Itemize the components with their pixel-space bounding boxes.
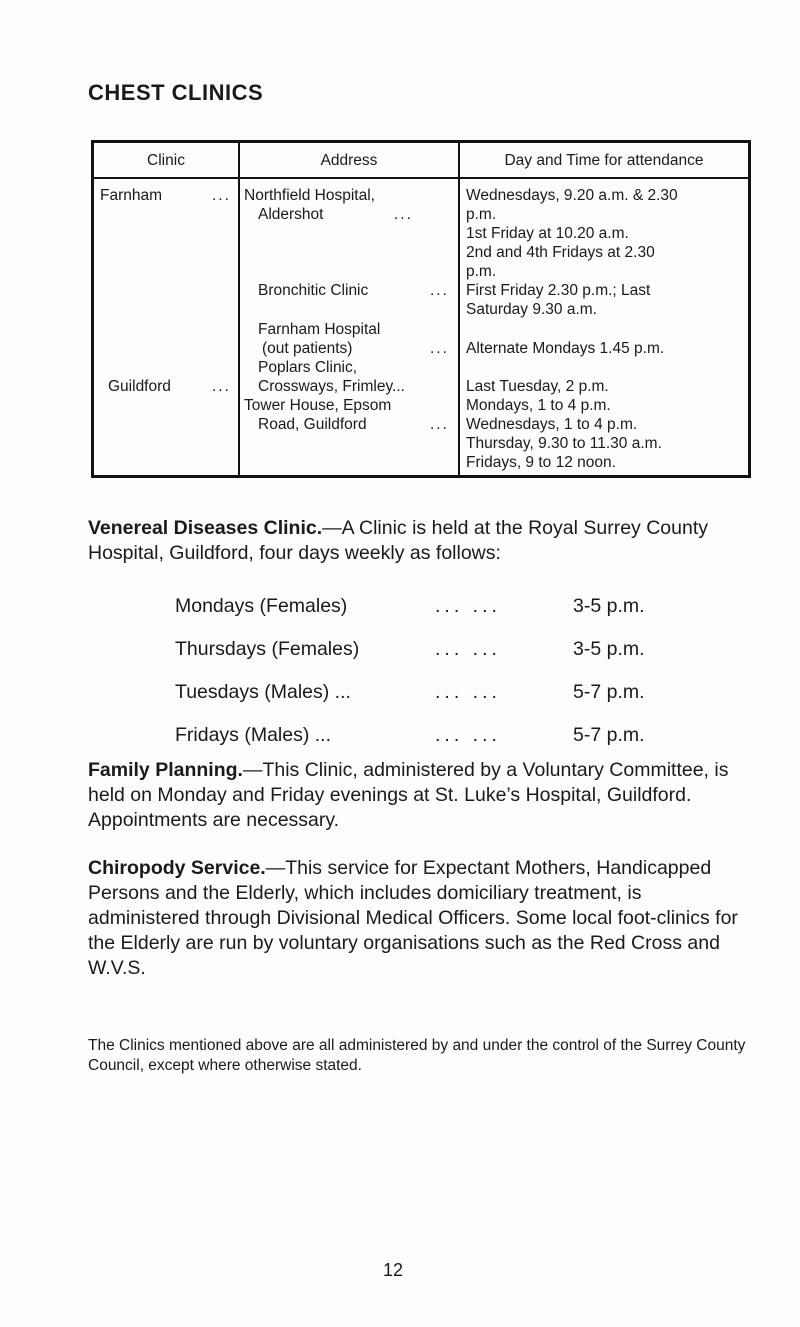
page-title: CHEST CLINICS bbox=[88, 80, 264, 105]
leader-dots: ... ... bbox=[435, 595, 501, 617]
leader-dots: ... ... bbox=[435, 638, 501, 660]
time-line: First Friday 2.30 p.m.; Last bbox=[466, 282, 651, 299]
leader-dots: ... bbox=[394, 206, 413, 223]
chiropody-text: —This service for Expectant Mothers, Handicapped Persons and the Elderly, which includes domiciliary treatment, is administered through Divisional Medical Officers. Some local foot-clinics for the Elderly are run by voluntary organisations such as the Red Cross and W.V.S. bbox=[88, 857, 738, 979]
chiropody-heading: Chiropody Service. bbox=[88, 857, 266, 879]
time-line: Wednesdays, 9.20 a.m. & 2.30 bbox=[466, 187, 678, 204]
family-planning-paragraph bbox=[88, 758, 753, 833]
time-line: Thursday, 9.30 to 11.30 a.m. bbox=[466, 435, 662, 452]
family-planning-heading: Family Planning. bbox=[88, 759, 243, 781]
address-line: (out patients) bbox=[262, 340, 353, 357]
family-planning-text: —This Clinic, administered by a Voluntary Committee, is held on Monday and Friday evenings at St. Luke’s Hospital, Guildford. Appointments are necessary. bbox=[88, 759, 729, 831]
leader-dots: ... ... bbox=[435, 681, 501, 703]
time-line: Mondays, 1 to 4 p.m. bbox=[466, 397, 611, 414]
address-line: Road, Guildford bbox=[258, 416, 367, 433]
time-line: Alternate Mondays 1.45 p.m. bbox=[466, 340, 665, 357]
time-line: Wednesdays, 1 to 4 p.m. bbox=[466, 416, 638, 433]
leader-dots: ... bbox=[430, 282, 449, 299]
schedule-day: Tuesdays (Males) ... bbox=[175, 681, 351, 703]
address-line: Northfield Hospital, bbox=[244, 187, 375, 204]
clinic-guildford: Guildford bbox=[108, 378, 171, 395]
chiropody-paragraph bbox=[88, 856, 753, 981]
time-line: Saturday 9.30 a.m. bbox=[466, 301, 597, 318]
schedule-day: Fridays (Males) ... bbox=[175, 724, 332, 746]
time-line: 2nd and 4th Fridays at 2.30 bbox=[466, 244, 655, 261]
chest-clinics-table bbox=[91, 140, 751, 478]
leader-dots: ... bbox=[430, 416, 449, 433]
page-number: 12 bbox=[383, 1260, 404, 1280]
leader-dots: ... bbox=[212, 187, 231, 204]
address-line: Aldershot bbox=[258, 206, 324, 223]
leader-dots: ... bbox=[430, 340, 449, 357]
address-line: Crossways, Frimley... bbox=[258, 378, 405, 395]
column-divider bbox=[238, 143, 240, 475]
header-address: Address bbox=[320, 152, 378, 169]
header-clinic: Clinic bbox=[147, 152, 185, 169]
time-line: p.m. bbox=[466, 263, 497, 280]
column-divider bbox=[458, 143, 460, 475]
footnote: The Clinics mentioned above are all administered by and under the control of the Surrey County Council, except where otherwise stated. bbox=[88, 1037, 746, 1074]
schedule-time: 3-5 p.m. bbox=[573, 638, 645, 660]
table-header-row bbox=[94, 143, 748, 179]
address-line: Tower House, Epsom bbox=[244, 397, 392, 414]
schedule-time: 3-5 p.m. bbox=[573, 595, 645, 617]
address-line: Poplars Clinic, bbox=[258, 359, 358, 376]
venereal-paragraph bbox=[88, 516, 753, 566]
venereal-heading: Venereal Diseases Clinic. bbox=[88, 517, 323, 539]
address-line: Farnham Hospital bbox=[258, 321, 381, 338]
schedule-day: Mondays (Females) bbox=[175, 595, 348, 617]
schedule-day: Thursdays (Females) bbox=[175, 638, 360, 660]
venereal-text: —A Clinic is held at the Royal Surrey County Hospital, Guildford, four days weekly as follows: bbox=[88, 517, 708, 564]
time-line: 1st Friday at 10.20 a.m. bbox=[466, 225, 629, 242]
time-line: Last Tuesday, 2 p.m. bbox=[466, 378, 609, 395]
header-day-time: Day and Time for attendance bbox=[504, 152, 704, 169]
clinic-farnham: Farnham bbox=[100, 187, 163, 204]
time-line: p.m. bbox=[466, 206, 497, 223]
schedule-time: 5-7 p.m. bbox=[573, 681, 645, 703]
schedule-time: 5-7 p.m. bbox=[573, 724, 645, 746]
address-line: Bronchitic Clinic bbox=[258, 282, 369, 299]
time-line: Fridays, 9 to 12 noon. bbox=[466, 454, 616, 471]
leader-dots: ... bbox=[212, 378, 231, 395]
leader-dots: ... ... bbox=[435, 724, 501, 746]
